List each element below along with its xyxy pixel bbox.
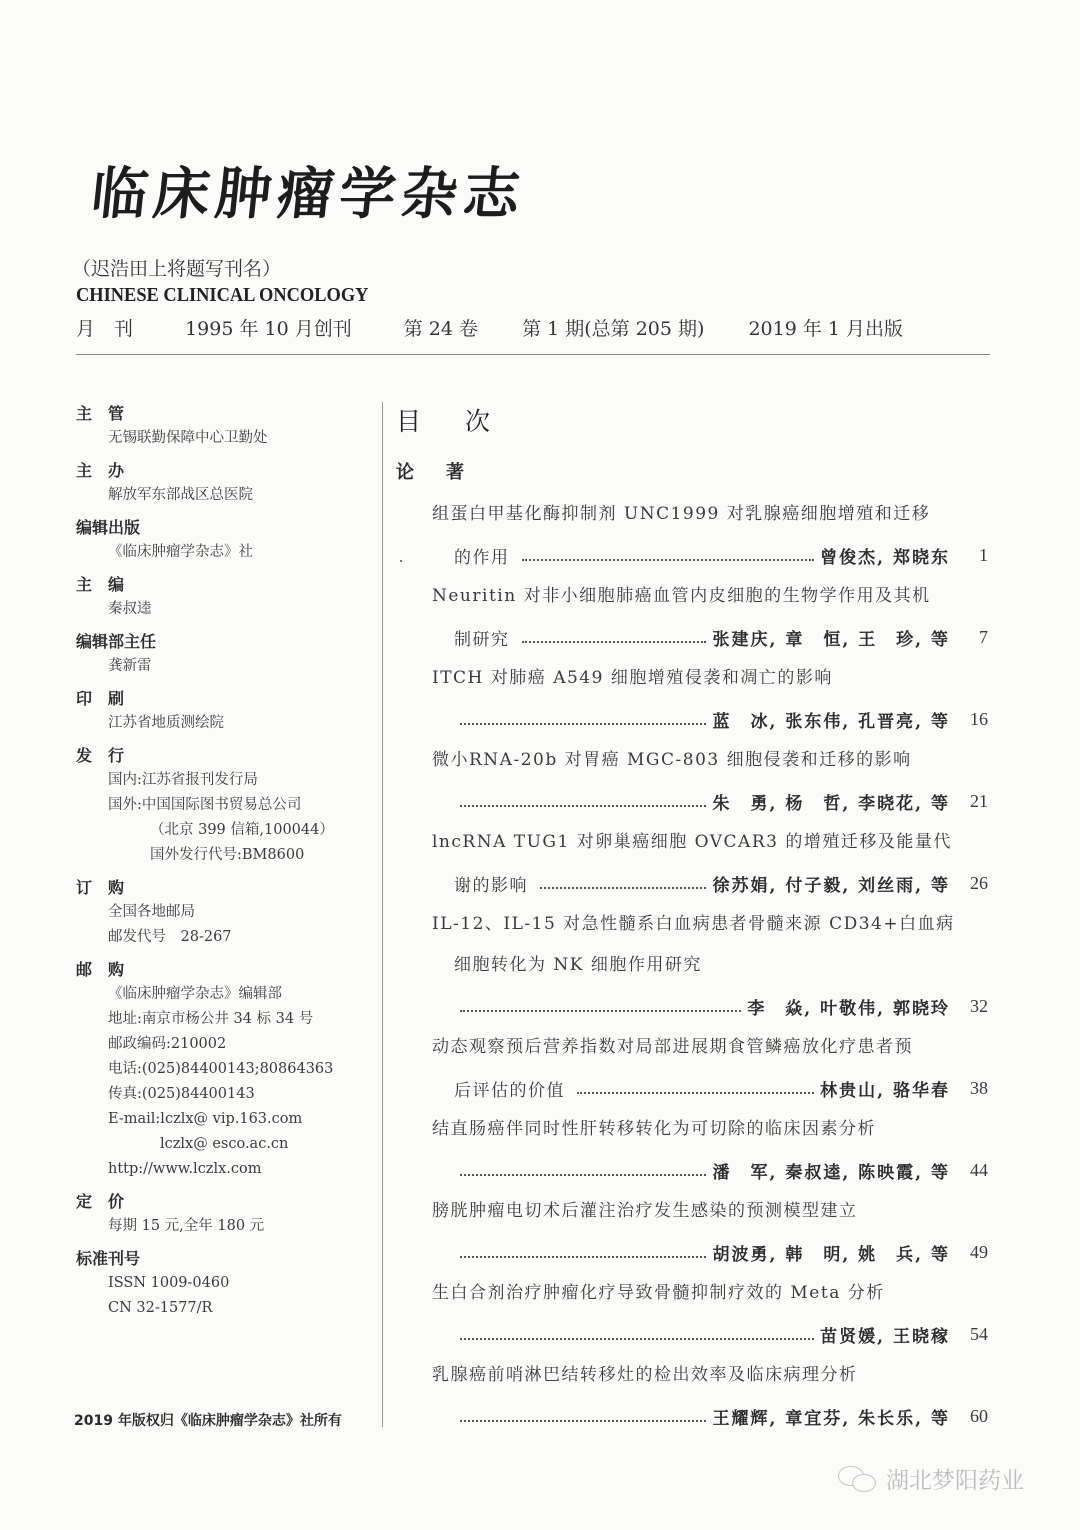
section-value: 国外发行代号:BM8600 xyxy=(150,847,305,863)
article-title-continued: 谢的影响 xyxy=(454,876,528,896)
section-label: 印 刷 xyxy=(76,689,125,708)
section-label: 订 购 xyxy=(76,878,125,897)
english-title: CHINESE CLINICAL ONCOLOGY xyxy=(76,284,369,306)
article-byline xyxy=(432,986,988,1027)
masthead-section xyxy=(76,459,376,508)
toc-section-heading: 论著 xyxy=(396,462,496,483)
article-byline xyxy=(432,1314,988,1355)
article-authors: 潘 军, 秦叔逵, 陈映霞, 等 xyxy=(712,1163,950,1183)
toc-entry[interactable] xyxy=(432,1027,988,1109)
toc-entry[interactable] xyxy=(432,1109,988,1191)
article-authors: 朱 勇, 杨 哲, 李晓花, 等 xyxy=(712,794,950,814)
article-title: lncRNA TUG1 对卵巢癌细胞 OVCAR3 的增殖迁移及能量代 xyxy=(432,832,952,852)
page-number[interactable]: 54 xyxy=(970,1324,988,1344)
title-inscriber-note: （迟浩田上将题写刊名） xyxy=(72,258,282,280)
dot-leader xyxy=(540,886,706,889)
article-title: IL-12、IL-15 对急性髓系白血病患者骨髓来源 CD34+白血病 xyxy=(432,914,955,934)
section-label: 发 行 xyxy=(76,746,125,765)
article-title: 乳腺癌前哨淋巴结转移灶的检出效率及临床病理分析 xyxy=(432,1365,858,1385)
dot-leader xyxy=(522,558,815,561)
section-value: 传真:(025)84400143 xyxy=(108,1086,255,1102)
article-title: Neuritin 对非小细胞肺癌血管内皮细胞的生物学作用及其机 xyxy=(432,586,931,606)
article-authors: 苗贤媛, 王晓稼 xyxy=(820,1327,950,1347)
header-divider xyxy=(76,354,990,355)
section-label: 编辑部主任 xyxy=(76,632,157,651)
toc-entry[interactable] xyxy=(432,576,988,658)
masthead-section xyxy=(76,958,376,1182)
section-value: 江苏省地质测绘院 xyxy=(108,715,224,731)
article-authors: 胡波勇, 韩 明, 姚 兵, 等 xyxy=(712,1245,950,1265)
article-authors: 张建庆, 章 恒, 王 珍, 等 xyxy=(712,630,950,650)
section-value: 无锡联勤保障中心卫勤处 xyxy=(108,430,268,446)
section-value: lczlx@ esco.ac.cn xyxy=(160,1136,289,1152)
article-title: 动态观察预后营养指数对局部进展期食管鳞癌放化疗患者预 xyxy=(432,1037,913,1057)
dot-leader xyxy=(522,640,707,643)
article-byline xyxy=(432,699,988,740)
article-byline xyxy=(432,863,988,904)
watermark-text: 湖北梦阳药业 xyxy=(886,1468,1024,1494)
masthead-section xyxy=(76,516,376,565)
dot-leader xyxy=(460,1337,814,1340)
article-byline xyxy=(432,1068,988,1109)
dot-leader xyxy=(460,1173,706,1176)
publication-info xyxy=(76,314,941,341)
toc-entry[interactable] xyxy=(432,740,988,822)
section-label: 编辑出版 xyxy=(76,518,141,537)
journal-calligraphy-title: 临床肿瘤学杂志 xyxy=(88,161,530,227)
toc-entry[interactable] xyxy=(432,904,988,1027)
section-value: 秦叔逵 xyxy=(108,601,152,617)
volume: 第 24 卷 xyxy=(403,318,479,340)
scan-speck xyxy=(400,560,402,562)
section-value: 邮政编码:210002 xyxy=(108,1036,227,1052)
section-value: 地址:南京市杨公井 34 标 34 号 xyxy=(108,1011,314,1027)
page-number[interactable]: 49 xyxy=(970,1242,988,1262)
section-label: 定 价 xyxy=(76,1192,125,1211)
copyright-notice: 2019 年版权归《临床肿瘤学杂志》社所有 xyxy=(74,1413,342,1429)
dot-leader xyxy=(460,1419,706,1422)
dot-leader xyxy=(460,804,706,807)
toc-entry[interactable] xyxy=(432,822,988,904)
dot-leader xyxy=(460,1255,706,1258)
article-title-continued: 后评估的价值 xyxy=(454,1081,565,1101)
section-value: http://www.lczlx.com xyxy=(108,1161,262,1177)
section-value: 每期 15 元,全年 180 元 xyxy=(108,1218,265,1234)
frequency: 月 刊 xyxy=(76,318,134,340)
section-value: 邮发代号 28-267 xyxy=(108,929,232,945)
article-byline xyxy=(432,1396,988,1437)
section-value: 国外:中国国际图书贸易总公司 xyxy=(108,797,302,813)
article-authors: 曾俊杰, 郑晓东 xyxy=(820,548,950,568)
publish-date: 2019 年 1 月出版 xyxy=(748,318,904,340)
watermark xyxy=(838,1462,1024,1495)
page-number[interactable]: 7 xyxy=(979,627,988,647)
section-value: ISSN 1009-0460 xyxy=(108,1275,230,1291)
article-title: 生白合剂治疗肿瘤化疗导致骨髓抑制疗效的 Meta 分析 xyxy=(432,1283,885,1303)
article-authors: 徐苏娟, 付子毅, 刘丝雨, 等 xyxy=(712,876,950,896)
toc-title: 目次 xyxy=(396,407,535,436)
masthead-section xyxy=(76,630,376,679)
article-title-continued: 制研究 xyxy=(454,630,510,650)
section-value: 龚新雷 xyxy=(108,658,152,674)
page-number[interactable]: 26 xyxy=(970,873,988,893)
masthead-section xyxy=(76,687,376,736)
article-byline xyxy=(432,781,988,822)
page-number[interactable]: 32 xyxy=(970,996,988,1016)
section-value: 解放军东部战区总医院 xyxy=(108,487,253,503)
section-value: CN 32-1577/R xyxy=(108,1300,213,1316)
section-value: 《临床肿瘤学杂志》社 xyxy=(108,544,253,560)
dot-leader xyxy=(460,1009,741,1012)
page-number[interactable]: 1 xyxy=(979,545,988,565)
section-label: 主 管 xyxy=(76,404,125,423)
article-title: 结直肠癌伴同时性肝转移转化为可切除的临床因素分析 xyxy=(432,1119,876,1139)
issue: 第 1 期(总第 205 期) xyxy=(522,318,705,340)
section-value: （北京 399 信箱,100044） xyxy=(150,822,334,838)
toc-entry[interactable] xyxy=(432,658,988,740)
masthead-info-column xyxy=(76,402,376,1329)
section-label: 主 办 xyxy=(76,461,125,480)
page-number[interactable]: 60 xyxy=(970,1406,988,1426)
column-divider xyxy=(382,402,383,1427)
article-title: 组蛋白甲基化酶抑制剂 UNC1999 对乳腺癌细胞增殖和迁移 xyxy=(432,504,931,524)
section-value: E-mail:lczlx@ vip.163.com xyxy=(108,1111,303,1127)
section-value: 国内:江苏省报刊发行局 xyxy=(108,772,258,788)
page-number[interactable]: 38 xyxy=(970,1078,988,1098)
page-number[interactable]: 44 xyxy=(970,1160,988,1180)
dot-leader xyxy=(577,1091,814,1094)
article-title-continued: 的作用 xyxy=(454,548,510,568)
toc-entry[interactable] xyxy=(432,1273,988,1355)
toc-entry[interactable] xyxy=(432,1191,988,1273)
article-title: 细胞转化为 NK 细胞作用研究 xyxy=(454,955,702,975)
toc-entry[interactable] xyxy=(432,1355,988,1437)
masthead-section xyxy=(76,402,376,451)
section-value: 《临床肿瘤学杂志》编辑部 xyxy=(108,986,282,1002)
section-value: 电话:(025)84400143;80864363 xyxy=(108,1061,334,1077)
article-byline xyxy=(432,1150,988,1191)
article-authors: 林贵山, 骆华春 xyxy=(820,1081,950,1101)
article-title: ITCH 对肺癌 A549 细胞增殖侵袭和凋亡的影响 xyxy=(432,668,833,688)
article-authors: 蓝 冰, 张东伟, 孔晋亮, 等 xyxy=(712,712,950,732)
page-number[interactable]: 21 xyxy=(970,791,988,811)
article-byline xyxy=(432,535,988,576)
masthead-section xyxy=(76,1247,376,1321)
article-title: 膀胱肿瘤电切术后灌注治疗发生感染的预测模型建立 xyxy=(432,1201,858,1221)
article-byline xyxy=(432,1232,988,1273)
section-label: 标准刊号 xyxy=(76,1249,141,1268)
article-authors: 王耀辉, 章宜芬, 朱长乐, 等 xyxy=(712,1409,950,1429)
table-of-contents xyxy=(432,494,988,1437)
masthead-section xyxy=(76,876,376,950)
dot-leader xyxy=(460,722,706,725)
article-byline xyxy=(432,617,988,658)
article-title: 微小RNA-20b 对胃癌 MGC-803 细胞侵袭和迁移的影响 xyxy=(432,750,912,770)
article-authors: 李 焱, 叶敬伟, 郭晓玲 xyxy=(747,999,950,1019)
wechat-icon xyxy=(838,1466,878,1492)
section-label: 主 编 xyxy=(76,575,125,594)
masthead-section xyxy=(76,1190,376,1239)
page-number[interactable]: 16 xyxy=(970,709,988,729)
section-value: 全国各地邮局 xyxy=(108,904,195,920)
founded-date: 1995 年 10 月创刊 xyxy=(185,318,352,340)
section-label: 邮 购 xyxy=(76,960,125,979)
toc-entry[interactable] xyxy=(432,494,988,576)
masthead-section xyxy=(76,573,376,622)
masthead-section xyxy=(76,744,376,868)
